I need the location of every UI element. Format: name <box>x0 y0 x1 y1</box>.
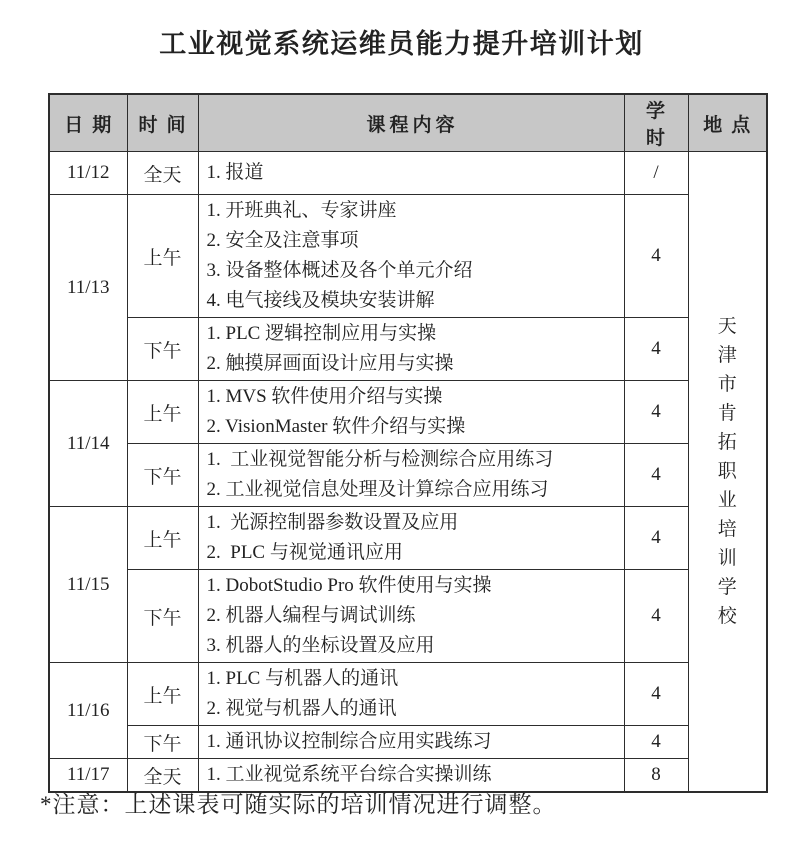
location-char: 天 <box>717 316 737 337</box>
header-location: 地点 <box>688 94 767 152</box>
hours-cell: / <box>624 152 688 195</box>
hours-cell: 4 <box>624 663 688 726</box>
course-item: 4. 电气接线及模块安装讲解 <box>206 290 435 311</box>
time-cell: 上午 <box>127 195 198 318</box>
date-cell: 11/12 <box>49 152 127 195</box>
location-char: 津 <box>717 345 737 366</box>
time-cell: 上午 <box>127 507 198 570</box>
table-row <box>49 444 767 507</box>
date-cell: 11/15 <box>49 507 127 663</box>
time-cell: 全天 <box>127 152 198 195</box>
course-item: 1. PLC 逻辑控制应用与实操 <box>206 323 437 344</box>
page-title: 工业视觉系统运维员能力提升培训计划 <box>159 29 644 59</box>
hours-cell: 4 <box>624 318 688 381</box>
location-char: 业 <box>717 490 737 511</box>
content-cell <box>198 444 624 507</box>
content-cell <box>198 570 624 663</box>
course-item: 1. 光源控制器参数设置及应用 <box>206 512 459 533</box>
content-cell <box>198 195 624 318</box>
course-item: 1. MVS 软件使用介绍与实操 <box>206 386 443 407</box>
content-cell <box>198 663 624 726</box>
time-cell: 下午 <box>127 726 198 759</box>
header-row <box>49 94 767 152</box>
content-cell <box>198 726 624 759</box>
table-row <box>49 195 767 318</box>
hours-cell: 8 <box>624 759 688 793</box>
hours-cell: 4 <box>624 726 688 759</box>
table-row <box>49 663 767 726</box>
location-char: 培 <box>717 519 737 540</box>
table-row <box>49 381 767 444</box>
time-cell: 上午 <box>127 663 198 726</box>
date-cell: 11/16 <box>49 663 127 759</box>
location-char: 校 <box>717 606 737 627</box>
time-cell: 下午 <box>127 444 198 507</box>
course-item: 1. 工业视觉系统平台综合实操训练 <box>206 764 492 785</box>
location-cell <box>688 152 767 793</box>
table-row <box>49 152 767 195</box>
course-item: 1. DobotStudio Pro 软件使用与实操 <box>206 575 492 596</box>
location-char: 肯 <box>717 403 737 424</box>
course-item: 2. 视觉与机器人的通讯 <box>206 698 397 719</box>
location-char: 学 <box>717 577 737 598</box>
course-item: 2. 安全及注意事项 <box>206 230 359 251</box>
header-date: 日期 <box>49 94 127 152</box>
course-item: 1. 报道 <box>206 162 264 183</box>
date-cell: 11/14 <box>49 381 127 507</box>
content-cell <box>198 318 624 381</box>
hours-cell: 4 <box>624 507 688 570</box>
course-item: 3. 设备整体概述及各个单元介绍 <box>206 260 473 281</box>
content-cell <box>198 152 624 195</box>
table-row <box>49 507 767 570</box>
hours-cell: 4 <box>624 381 688 444</box>
location-char: 拓 <box>717 432 737 453</box>
header-hours: 学时 <box>624 94 688 152</box>
course-item: 2. 触摸屏画面设计应用与实操 <box>206 353 454 374</box>
course-item: 2. PLC 与视觉通讯应用 <box>206 542 403 563</box>
time-cell: 上午 <box>127 381 198 444</box>
location-char: 训 <box>717 548 737 569</box>
location-char: 市 <box>717 374 737 395</box>
hours-cell: 4 <box>624 444 688 507</box>
date-cell: 11/13 <box>49 195 127 381</box>
header-time: 时间 <box>127 94 198 152</box>
hours-cell: 4 <box>624 570 688 663</box>
hours-cell: 4 <box>624 195 688 318</box>
course-item: 1. PLC 与机器人的通讯 <box>206 668 399 689</box>
schedule-body <box>49 152 767 793</box>
course-item: 2. 工业视觉信息处理及计算综合应用练习 <box>206 479 549 500</box>
date-cell: 11/17 <box>49 759 127 793</box>
table-row <box>49 318 767 381</box>
location-char: 职 <box>717 461 737 482</box>
note-text: *注意：上述课表可随实际的培训情况进行调整。 <box>40 792 557 817</box>
content-cell <box>198 507 624 570</box>
time-cell: 下午 <box>127 318 198 381</box>
table-row <box>49 726 767 759</box>
course-item: 1. 工业视觉智能分析与检测综合应用练习 <box>206 449 554 470</box>
training-schedule-table <box>48 93 768 793</box>
time-cell: 全天 <box>127 759 198 793</box>
course-item: 1. 通讯协议控制综合应用实践练习 <box>206 731 492 752</box>
course-item: 1. 开班典礼、专家讲座 <box>206 200 397 221</box>
course-item: 3. 机器人的坐标设置及应用 <box>206 635 435 656</box>
course-item: 2. 机器人编程与调试训练 <box>206 605 416 626</box>
content-cell <box>198 381 624 444</box>
time-cell: 下午 <box>127 570 198 663</box>
table-row <box>49 570 767 663</box>
header-content: 课程内容 <box>198 94 624 152</box>
course-item: 2. VisionMaster 软件介绍与实操 <box>206 416 466 437</box>
